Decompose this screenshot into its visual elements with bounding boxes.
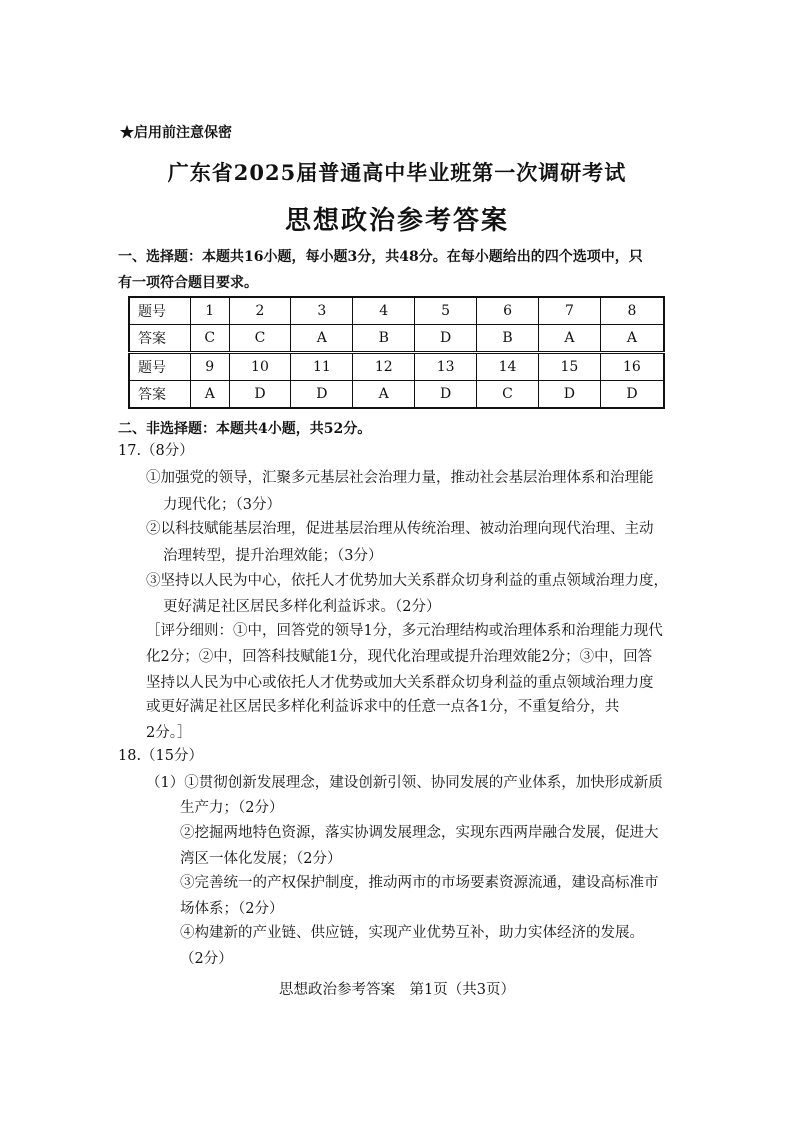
answer-cell: D xyxy=(291,381,353,409)
answer-cell: A xyxy=(191,381,230,409)
table-row xyxy=(129,381,664,409)
q18-point2-line1: ②挖掘两地特色资源，落实协调发展理念，实现东西两岸融合发展，促进大 xyxy=(180,825,659,841)
confidential-notice: ★启用前注意保密 xyxy=(120,125,232,141)
q17-rubric-line4: 或更好满足社区居民多样化利益诉求中的任意一点各1分，不重复给分，共 xyxy=(146,699,620,715)
answer-cell: D xyxy=(600,381,664,409)
answer-label: 答案 xyxy=(129,381,191,409)
answer-cell: A xyxy=(538,325,600,353)
q17-point2-line1: ②以科技赋能基层治理，促进基层治理从传统治理、被动治理向现代治理、主动 xyxy=(146,521,654,537)
table-row xyxy=(129,353,664,381)
question-number: 13 xyxy=(415,353,477,381)
q17-point2-line2: 治理转型，提升治理效能；（3分） xyxy=(163,548,383,564)
question-number: 10 xyxy=(229,353,291,381)
answer-cell: B xyxy=(477,325,539,353)
q17-rubric-line1: ［评分细则：①中，回答党的领导1分，多元治理结构或治理体系和治理能力现代 xyxy=(146,623,663,639)
q18-point4-line2: （2分） xyxy=(180,951,233,967)
question-number: 3 xyxy=(291,297,353,325)
question-number: 14 xyxy=(477,353,539,381)
answer-table xyxy=(128,296,665,409)
question-number: 7 xyxy=(538,297,600,325)
answer-cell: D xyxy=(415,381,477,409)
document-title: 思想政治参考答案 xyxy=(284,206,509,236)
q17-rubric-line3: 坚持以人民为中心或依托人才优势或加大关系群众切身利益的重点领域治理力度 xyxy=(146,675,654,691)
question-number: 12 xyxy=(353,353,415,381)
question-number: 11 xyxy=(291,353,353,381)
page-footer: 思想政治参考答案 第1页（共3页） xyxy=(279,982,515,998)
answer-cell: D xyxy=(229,381,291,409)
q18-heading: 18.（15分） xyxy=(118,748,204,764)
answer-cell: C xyxy=(229,325,291,353)
question-number: 15 xyxy=(538,353,600,381)
question-number: 2 xyxy=(229,297,291,325)
q17-heading: 17.（8分） xyxy=(118,443,194,459)
q18-point3-line2: 场体系；（2分） xyxy=(180,901,284,917)
question-number: 16 xyxy=(600,353,664,381)
question-number-label: 题号 xyxy=(129,353,191,381)
question-number: 5 xyxy=(415,297,477,325)
section1-heading-line1: 一、选择题：本题共16小题，每小题3分，共48分。在每小题给出的四个选项中，只 xyxy=(118,249,643,265)
q18-point4-line1: ④构建新的产业链、供应链，实现产业优势互补，助力实体经济的发展。 xyxy=(180,925,644,941)
answer-cell: D xyxy=(538,381,600,409)
q17-point1-line2: 力现代化；（3分） xyxy=(163,497,281,513)
answer-cell: C xyxy=(191,325,230,353)
q18-part1-line1: （1）①贯彻创新发展理念，建设创新引领、协同发展的产业体系，加快形成新质 xyxy=(146,775,663,791)
q17-point3-line2: 更好满足社区居民多样化利益诉求。（2分） xyxy=(163,599,441,615)
answer-cell: A xyxy=(291,325,353,353)
q18-point3-line1: ③完善统一的产权保护制度，推动两市的市场要素资源流通，建设高标准市 xyxy=(180,875,659,891)
q17-rubric-line5: 2分。］ xyxy=(146,725,192,741)
answer-cell: B xyxy=(353,325,415,353)
answer-label: 答案 xyxy=(129,325,191,353)
question-number: 6 xyxy=(477,297,539,325)
answer-cell: A xyxy=(353,381,415,409)
q17-rubric-line2: 化2分；②中，回答科技赋能1分，现代化治理或提升治理效能2分；③中，回答 xyxy=(146,649,653,665)
question-number: 8 xyxy=(600,297,664,325)
table-row xyxy=(129,297,664,325)
answer-cell: A xyxy=(600,325,664,353)
question-number-label: 题号 xyxy=(129,297,191,325)
q17-point3-line1: ③坚持以人民为中心，依托人才优势加大关系群众切身利益的重点领域治理力度， xyxy=(146,573,668,589)
question-number: 1 xyxy=(191,297,230,325)
table-row xyxy=(129,325,664,353)
exam-title: 广东省2025届普通高中毕业班第一次调研考试 xyxy=(167,160,627,185)
section2-heading: 二、非选择题：本题共4小题，共52分。 xyxy=(118,421,372,437)
question-number: 9 xyxy=(191,353,230,381)
section1-heading-line2: 有一项符合题目要求。 xyxy=(118,275,258,291)
question-number: 4 xyxy=(353,297,415,325)
q17-point1-line1: ①加强党的领导，汇聚多元基层社会治理力量，推动社会基层治理体系和治理能 xyxy=(146,470,654,486)
q18-part1-line2: 生产力；（2分） xyxy=(180,800,284,816)
answer-cell: D xyxy=(415,325,477,353)
q18-point2-line2: 湾区一体化发展；（2分） xyxy=(180,851,342,867)
answer-cell: C xyxy=(477,381,539,409)
